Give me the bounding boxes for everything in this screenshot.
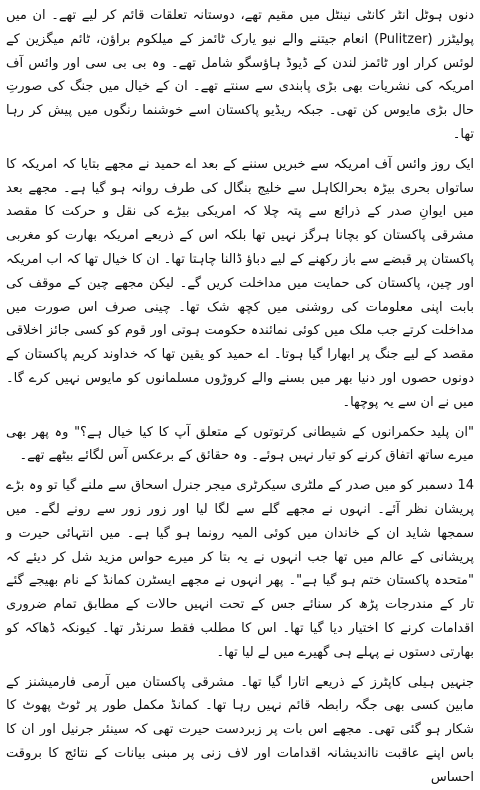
paragraph-helicopters: جنہیں ہیلی کاپٹرز کے ذریعے اتارا گیا تھا۔ مشرقی پاکستان میں آرمی فارمیشنز کے مابین کسی بھی جگہ رابطہ قائم نہیں رہا تھا۔ کمانڈ مکمل طور پر ٹوٹ پھوٹ کا شکار ہو گئی تھی۔ مجھے اس بات پر زبردست حیرت تھی کہ سینئر جرنیل اور ان کا باس اپنے عاقبت نااندیشانہ اقدامات اور لاف زنی پر مبنی بیانات کے نتائج کا بروقت احساس	[6, 674, 474, 785]
paragraph-hotel-journalists: دنوں ہوٹل انٹر کانٹی نینٹل میں مقیم تھے، دوستانہ تعلقات قائم کر لیے تھے۔ ان میں پولیٹزر (Pulitzer) انعام جیتنے والے نیو یارک ٹائمز کے میلکوم براؤن، ٹائم میگزین کے لوئس کرار اور ٹائمز لندن کے ڈیوڈ ہاؤسگو شامل تھے۔ وہ بی بی سی اور وائس آف امریکہ کی نشریات بھی بڑی پابندی سے سنتے تھے۔ ان کے خیال میں جنگ کی صورتِ حال بڑی مایوس کن تھی۔ جبکہ ریڈیو پاکستان اسے خوشنما رنگوں میں پیش کر رہا تھا۔	[6, 8, 475, 142]
paragraph-seventh-fleet: ایک روز وائس آف امریکہ سے خبریں سننے کے بعد اے حمید نے مجھے بتایا کہ امریکہ کا ساتواں بحری بیڑہ بحرالکاہل سے خلیج بنگال کی طرف روانہ ہو گیا ہے۔ مجھے بعد میں ایوانِ صدر کے ذرائع سے پتہ چلا کہ امریکی بیڑے کی نقل و حرکت کا مقصد مشرقی پاکستان کو بچانا ہرگز نہیں تھا بلکہ اس کے ذریعے امریکہ بھارت کو مغربی پاکستان پر قبضے سے باز رکھنے کے لیے دباؤ ڈالنا چاہتا تھا۔ ان کا خیال تھا کہ اب امریکہ اور چین، پاکستان کی حمایت میں مداخلت کریں گے۔ لیکن مجھے چین کے موقف کی بابت اپنی معلومات کی روشنی میں کچھ شک تھا۔ چینی صرف اس صورت میں مداخلت کرتے جب ملک میں کوئی نمائندہ حکومت ہوتی اور قوم کو کسی جائز اخلاقی مقصد کے لیے جنگ پر ابھارا گیا ہوتا۔ اے حمید کو یقین تھا کہ خداوند کریم پاکستان کے دونوں حصوں اور دنیا بھر میں بسنے والے کروڑوں مسلمانوں کو مایوس نہیں کرے گا۔ میں نے ان سے یہ پوچھا۔	[6, 156, 474, 410]
paragraph-december-14: 14 دسمبر کو میں صدر کے ملٹری سیکرٹری میجر جنرل اسحاق سے ملنے گیا تو وہ بڑے پریشان نظر آئے۔ انہوں نے مجھے گلے سے لگا لیا اور زور زور سے رونے لگے۔ میں سمجھا شاید ان کے خاندان میں کوئی المیہ رونما ہو گیا ہے۔ میں انتہائی حیرت و پریشانی کے عالم میں تھا جب انہوں نے یہ بتا کر میرے حواس مزید شل کر دیئے کہ "متحدہ پاکستان ختم ہو گیا ہے"۔ پھر انہوں نے مجھے ایسٹرن کمانڈ کے نام بھیجے گئے تار کے مندرجات پڑھ کر سنائے جس کے تحت انہیں حالات کے مطابق تمام ضروری اقدامات کرنے کا اختیار دیا گیا تھا۔ اس کا مطلب فقط سرنڈر تھا۔ کیونکہ ڈھاکہ کو بھارتی دستوں نے پہلے ہی گھیرے میں لے لیا تھا۔	[6, 478, 474, 660]
paragraph-quote: "ان پلید حکمرانوں کے شیطانی کرتوتوں کے متعلق آپ کا کیا خیال ہے؟" وہ پھر بھی میرے ساتھ اتفاق کرنے کو تیار نہیں ہوئے۔ وہ حقائق کے برعکس آس لگائے بیٹھے تھے۔	[6, 424, 474, 464]
